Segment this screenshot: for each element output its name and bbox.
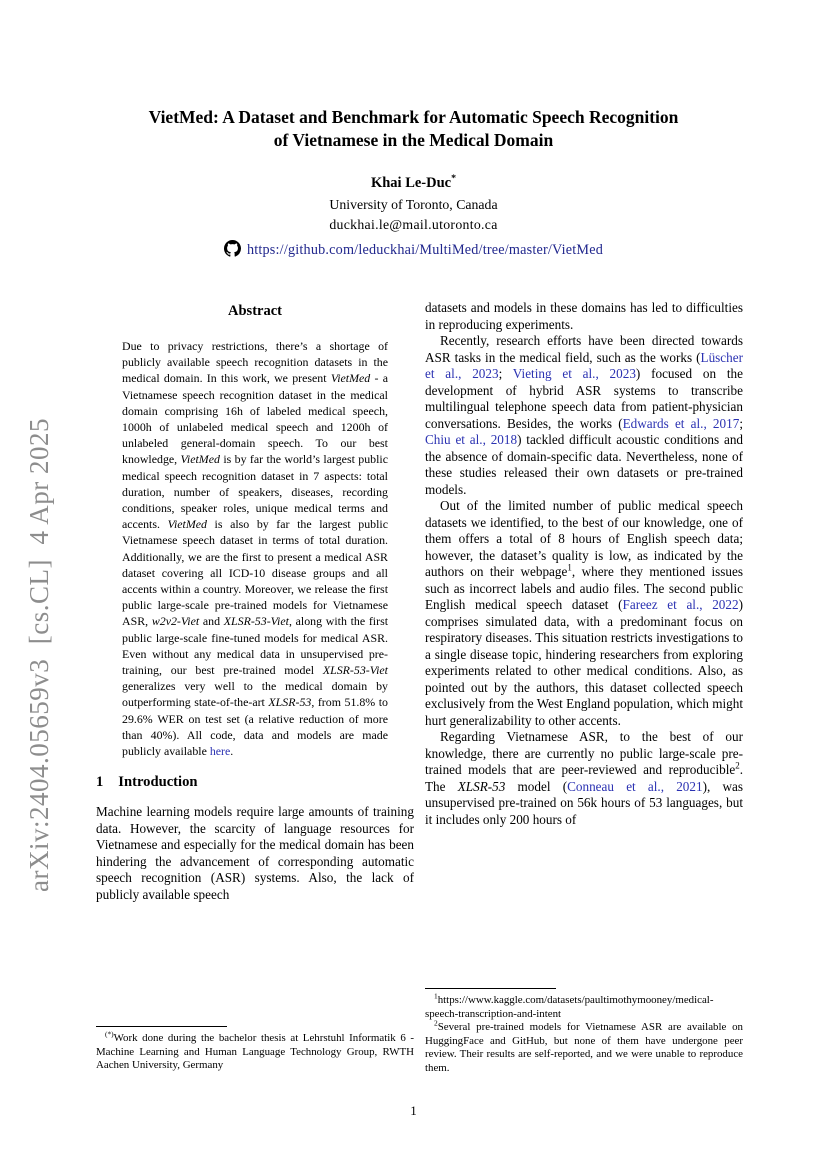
text-run: ; — [498, 366, 513, 381]
author-email: duckhai.le@mail.utoronto.ca — [329, 217, 498, 232]
page-number: 1 — [410, 1103, 417, 1118]
title-line-1: VietMed: A Dataset and Benchmark for Automatic Speech Recognition — [148, 107, 679, 127]
footnote-marker: 2 — [434, 1018, 438, 1028]
paragraph — [425, 300, 743, 333]
text-run: , from 51.8% to 29.6% WER on test set (a relative reduction of more than 40%). All code, data and models are made publicly available — [122, 695, 388, 759]
text-run: is by far the world’s largest public medical speech recognition dataset in 7 aspects: total duration, number of speakers, diseases, recording conditions, speaker roles, unique medical terms and accents. — [122, 452, 388, 532]
footnote-rule — [96, 1026, 227, 1027]
text-run: ), was unsupervised pre-trained on 56k hours of 53 languages, but it includes only 200 hours of — [425, 778, 743, 827]
section-number: 1 — [96, 774, 104, 791]
text-run: datasets and models in these domains has led to difficulties in reproducing experiments. — [425, 300, 743, 332]
footnote-block-left — [96, 1022, 414, 1073]
citation-link[interactable]: Conneau et al., 2021 — [567, 778, 703, 794]
text-run: Due to privacy restrictions, there’s a shortage of publicly available speech recognition datasets in the medical domain. In this work, we present — [122, 339, 388, 386]
page-title — [0, 106, 827, 152]
footnote-ref: 1 — [567, 562, 572, 573]
introduction-left-text — [96, 804, 414, 903]
github-icon — [224, 240, 241, 262]
text-run: is also by far the largest public Vietnamese speech dataset in terms of total duration. Additionally, we are the first to present a medical ASR dataset covering all ICD-10 disease groups and all accents within a country. Moreover, we release the first public large-scale pre-trained models for Vietnamese ASR, — [122, 517, 388, 629]
footnote-block-right — [425, 984, 743, 1076]
right-column — [425, 300, 743, 988]
citation-link[interactable]: Fareez et al., 2022 — [622, 597, 739, 612]
text-run: Recently, research efforts have been directed towards ASR tasks in the medical field, such as the works ( — [425, 333, 743, 365]
author-name: Khai Le-Duc* — [370, 173, 457, 191]
citation-link[interactable]: Chiu et al., 2018 — [425, 432, 518, 447]
left-column — [96, 300, 414, 1026]
text-run: Machine learning models require large amounts of training data. However, the scarcity of language resources for Vietnamese and especially for the medical domain has been hindering the advancement of corresponding automatic speech recognition (ASR) systems. Also, the lack of publicly available speech — [96, 804, 414, 902]
footnotes-right — [425, 991, 743, 1076]
text-run: model ( — [505, 778, 568, 794]
footnote-rule — [425, 988, 556, 989]
repo-line — [0, 240, 827, 262]
text-run: https://www.kaggle.com/datasets/paultimothymooney/medical-speech-transcription-and-intent — [425, 994, 714, 1020]
footnotes-left — [96, 1029, 414, 1073]
footnote-marker: (*) — [105, 1029, 114, 1039]
paragraph — [425, 498, 743, 729]
paragraph — [425, 729, 743, 828]
text-run: VietMed — [167, 517, 207, 532]
citation-link[interactable]: Edwards et al., 2017 — [622, 415, 740, 431]
author-affiliation: University of Toronto, Canada — [329, 197, 498, 212]
author-affil-mark: * — [451, 173, 457, 185]
text-run: XLSR-53 — [457, 778, 506, 794]
paragraph — [122, 338, 388, 759]
footnote — [425, 1018, 743, 1075]
text-run: . The — [425, 762, 743, 794]
text-run: VietMed — [330, 371, 371, 386]
text-run: , along with the first public large-scale fine-tuned models for medical ASR. Even without any medical data in unsupervised pre-training, our best pre-trained model — [122, 614, 389, 678]
text-run: Several pre-trained models for Vietnamese ASR are available on HuggingFace and GitHub, but none of them have undergone peer review. Their results are self-reported, and we were unable to reproduce them. — [425, 1021, 743, 1074]
repo-link[interactable]: https://github.com/leduckhai/MultiMed/tree/master/VietMed — [246, 242, 604, 258]
text-run: , where they mentioned issues such as incorrect labels and audio files. The second public English medical speech dataset ( — [425, 564, 743, 612]
text-run: VietMed — [180, 452, 220, 467]
footnote — [425, 991, 743, 1021]
arxiv-watermark: arXiv:2404.05659v3 [cs.CL] 4 Apr 2025 — [24, 418, 54, 892]
text-run: - a Vietnamese speech recognition dataset in the medical domain comprising 16h of labeled medical speech, 1000h of unlabeled medical speech and 1200h of unlabeled general-domain speech. To our best knowledge, — [122, 371, 389, 467]
footnote — [96, 1029, 414, 1073]
footnote-ref: 2 — [735, 760, 740, 771]
abstract-heading: Abstract — [228, 303, 282, 319]
text-run: XLSR-53-Viet — [322, 663, 388, 678]
section-title: Introduction — [118, 774, 198, 791]
paper-header — [0, 106, 827, 262]
text-run: XLSR-53-Viet — [223, 614, 289, 629]
citation-link[interactable]: Lüscher et al., 2023 — [425, 349, 743, 381]
citation-link[interactable]: Vieting et al., 2023 — [512, 366, 636, 381]
paragraph — [425, 333, 743, 498]
text-run: . — [230, 744, 234, 759]
text-run: ) focused on the development of hybrid ASR systems to transcribe multilingual telephone speech data from patient-physician conversations. Besides, the works ( — [425, 366, 743, 431]
text-run: w2v2-Viet — [151, 614, 200, 629]
text-run: Out of the limited number of public medical speech datasets we identified, to the best of our knowledge, one of them offers a total of 8 hours of English speech data; however, the dataset’s quality is low, as indicated by the authors on their webpage — [425, 498, 743, 579]
code-data-models-link[interactable]: here — [209, 744, 231, 759]
paragraph — [96, 804, 414, 903]
abstract-body — [122, 338, 388, 759]
title-line-2: of Vietnamese in the Medical Domain — [273, 130, 554, 150]
text-run: Work done during the bachelor thesis at Lehrstuhl Informatik 6 - Machine Learning and Human Language Technology Group, RWTH Aachen University, Germany — [96, 1032, 414, 1072]
text-run: ) tackled difficult acoustic conditions and the absence of domain-specific data. Nevertheless, none of these studies released their own datasets or pre-trained models. — [425, 432, 743, 497]
text-run: generalizes very well to the medical domain by outperforming state-of-the-art — [122, 679, 388, 710]
text-run: and — [199, 614, 224, 629]
text-run: ) comprises simulated data, with a predominant focus on respiratory diseases. This situation restricts investigations to a single disease topic, hindering researchers from exploring experiments related to other medical conditions. Also, as pointed out by the authors, this dataset collected speech exclusively from the West England population, which might hurt generalizability to other accents. — [425, 597, 743, 728]
introduction-right-text — [425, 300, 743, 828]
text-run: ; — [739, 415, 743, 431]
text-run: Regarding Vietnamese ASR, to the best of our knowledge, there are currently no public large-scale pre-trained models that are peer-reviewed and reproducible — [425, 729, 743, 777]
section-heading-introduction — [96, 774, 414, 791]
footnote-marker: 1 — [434, 991, 438, 1001]
text-run: XLSR-53 — [268, 695, 312, 710]
